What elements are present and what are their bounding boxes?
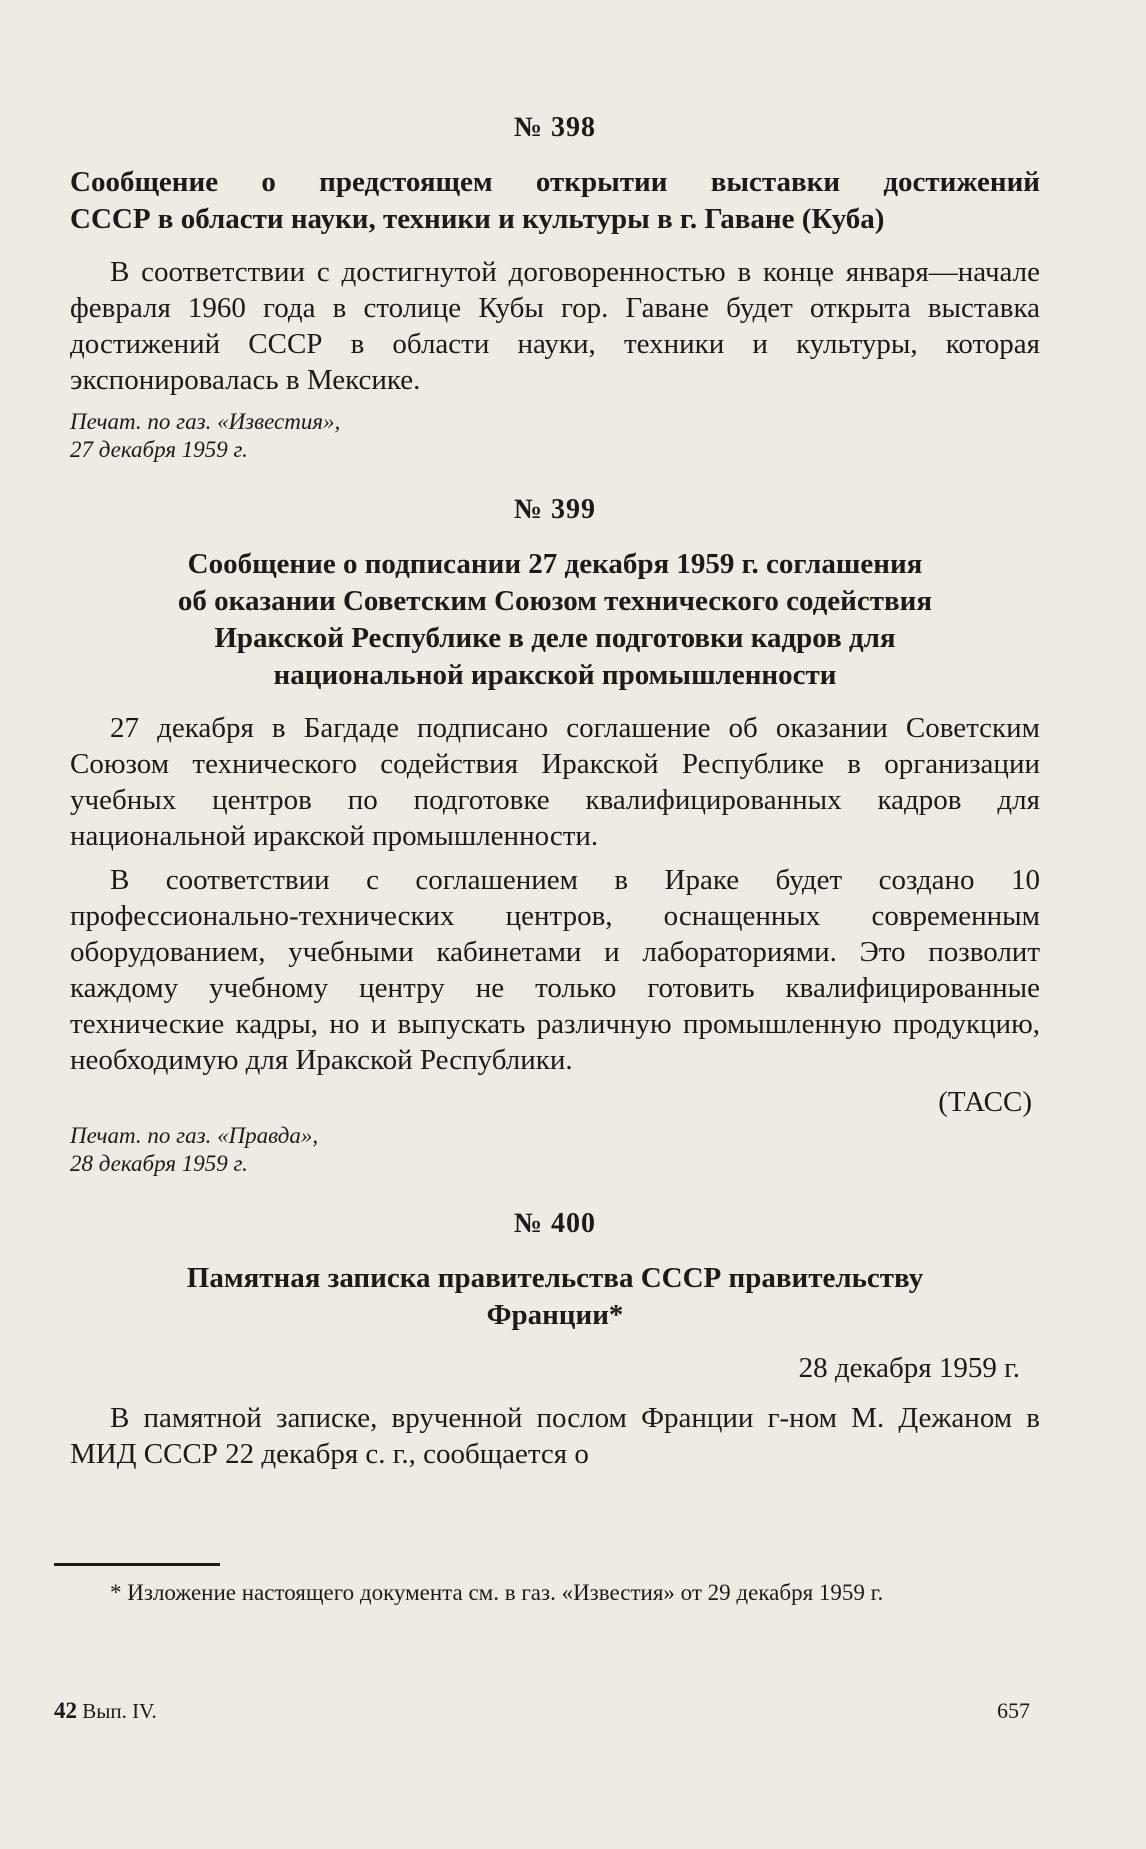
doc-398-source [70,408,1040,464]
volume-label: Вып. IV. [82,1699,157,1723]
page-footer-left [54,1698,157,1724]
doc-400-title-line: Франции* [486,1299,624,1331]
doc-399-number: № 399 [513,494,597,525]
doc-398-number: № 398 [513,112,597,143]
doc-399-title-line: об оказании Советским Союзом технического содействия [177,585,933,617]
footnote-divider [54,1563,220,1566]
page-number: 657 [997,1698,1030,1723]
doc-398-title [70,164,1040,238]
doc-399-title [70,546,1040,694]
doc-400-date: 28 декабря 1959 г. [798,1352,1020,1384]
signature-mark: 42 [54,1698,77,1723]
doc-399-source-line: Печат. по газ. «Правда», [70,1123,319,1148]
doc-400-paragraph: В памятной записке, врученной послом Франции г-ном М. Дежаном в МИД СССР 22 декабря с. г., сообщается о [70,1402,1040,1470]
doc-398-title-line: СССР в области науки, техники и культуры в г. Гаване (Куба) [70,203,885,235]
doc-398-source-line: Печат. по газ. «Известия», [70,409,341,434]
doc-399-source [70,1122,1040,1178]
doc-399-title-line: национальной иракской промышленности [273,659,837,691]
doc-399-title-line: Сообщение о подписании 27 декабря 1959 г. соглашения [187,548,923,580]
doc-399-source-date: 28 декабря 1959 г. [70,1151,248,1176]
doc-400-number: № 400 [513,1208,597,1239]
doc-399-signature: (ТАСС) [938,1086,1032,1118]
document-page [70,112,1040,1472]
doc-398-paragraph: В соответствии с достигнутой договоренностью в конце января—начале февраля 1960 года в столице Кубы гор. Гаване будет открыта выставка достижений СССР в области науки, техники и культуры, которая экспонировалась в Мексике. [70,256,1040,396]
doc-400-title-line: Памятная записка правительства СССР правительству [186,1262,924,1294]
doc-399-title-line: Иракской Республике в деле подготовки кадров для [214,622,896,654]
doc-398-title-line: Сообщение о предстоящем открытии выставки достижений [70,166,1040,198]
doc-399-paragraph-2: В соответствии с соглашением в Ираке будет создано 10 профессионально-технических центров, оснащенных современным оборудованием, учебными кабинетами и лабораториями. Это позволит каждому учебному центру не только готовить квалифицированные технические кадры, но и выпускать различную промышленную продукцию, необходимую для Иракской Республики. [70,864,1040,1076]
doc-400-title [70,1260,1040,1334]
doc-398-source-date: 27 декабря 1959 г. [70,437,248,462]
footnote: * Изложение настоящего документа см. в газ. «Известия» от 29 декабря 1959 г. [110,1580,884,1605]
doc-399-paragraph-1: 27 декабря в Багдаде подписано соглашение об оказании Советским Союзом технического содействия Иракской Республике в организации учебных центров по подготовке квалифицированных кадров для национальной иракской промышленности. [70,712,1040,852]
